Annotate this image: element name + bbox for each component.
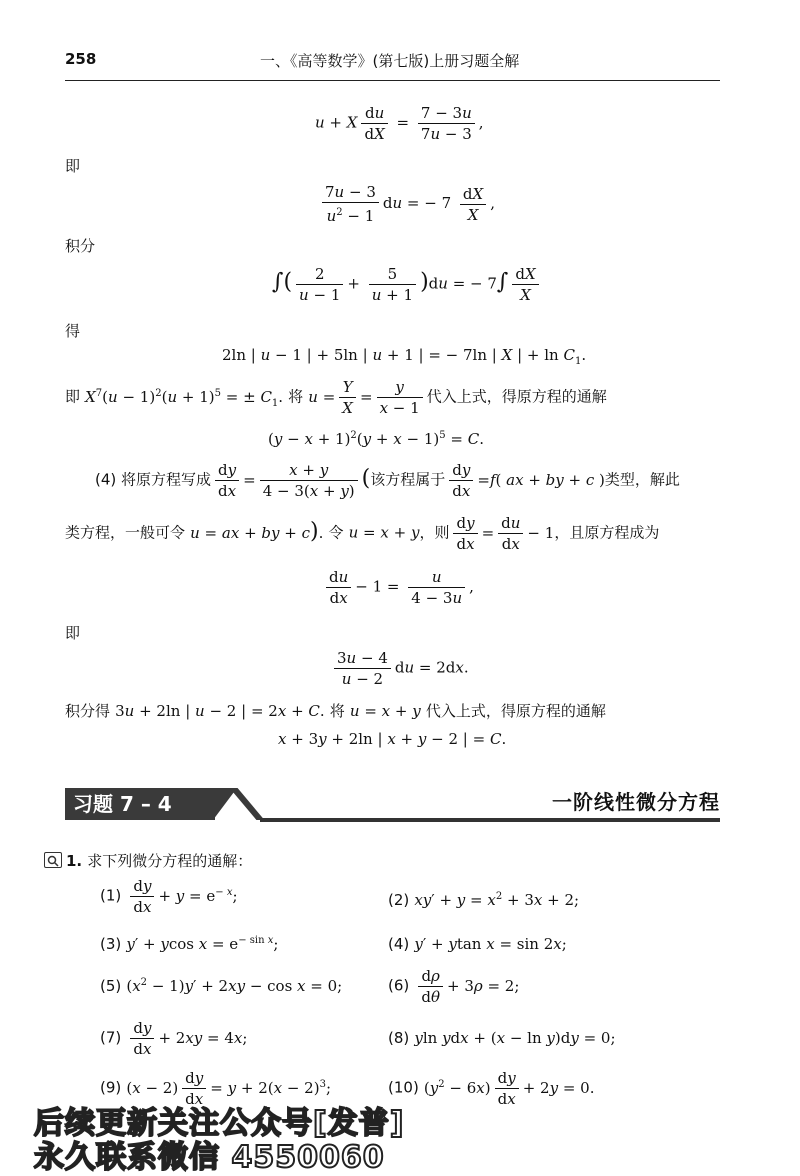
equation-7: $\frac{3u - 4}{u - 2}$ du = 2dx. xyxy=(330,648,469,689)
word-de: 得 xyxy=(65,322,81,340)
section-title: 一阶线性微分方程 xyxy=(552,790,720,814)
equation-6: $\frac{du}{dx}$ − 1 = $\frac{u}{4 - 3u}$ , xyxy=(322,567,474,608)
equation-8: x + 3y + 2ln | x + y − 2 | = C. xyxy=(278,730,507,748)
problem-4-number: (4) xyxy=(388,935,410,953)
word-jiang: 将 xyxy=(288,387,304,406)
word-jifen: 积分 xyxy=(65,237,96,255)
watermark-line-1: 后续更新关注公众号[发普] xyxy=(34,1106,405,1141)
problem-10: (10) $(y^2 - 6x)$ $\frac{dy}{dx}$ + 2y = 0. xyxy=(388,1069,595,1108)
problem-5: (5) $(x^2 - 1)y' + 2xy - \cos x = 0$; xyxy=(100,977,343,995)
word-ji-3: 即 xyxy=(65,624,81,642)
part4-paren: 该方程属于 xyxy=(370,470,446,489)
section-label: 习题 7 – 4 xyxy=(65,788,215,820)
problem-2-number: (2) xyxy=(388,891,410,909)
problem-7-number: (7) xyxy=(100,1028,122,1047)
problem-5-number: (5) xyxy=(100,977,122,995)
equation-2: $\frac{7u - 3}{u^2 - 1}$ du = − 7 $\frac{dX}{X}$ , xyxy=(318,182,495,226)
page-number: 258 xyxy=(65,50,97,68)
part4-line2-c: ，则 xyxy=(419,523,450,542)
problem-4: (4) y′ + ytan x = sin 2x; xyxy=(388,935,567,953)
problem-8-number: (8) xyxy=(388,1029,410,1047)
watermark-line-2: 永久联系微信 4550060 xyxy=(34,1140,385,1175)
exercise-1-heading xyxy=(66,850,252,871)
equation-5: $(y - x + 1)^2(y + x - 1)^5 = C$. xyxy=(268,430,484,448)
line-integral-tail: 代入上式，得原方程的通解 xyxy=(425,702,606,720)
problem-1-number: (1) xyxy=(100,886,122,905)
problem-9-number: (9) xyxy=(100,1078,122,1097)
line-substitution: 即 $X^7(u - 1)^2(u + 1)^5$ = ± $C_1$. 将 u = $\frac{Y}{X}$ = $\frac{y}{x - 1}$ 代入上式，得原方程的通解 xyxy=(65,378,607,417)
running-title: 一、《高等数学》(第七版)上册习题全解 xyxy=(260,52,520,70)
word-ji: 即 xyxy=(65,157,81,175)
problem-8: (8) yln ydx + (x − ln y)dy = 0; xyxy=(388,1029,616,1047)
problem-6: (6) $\frac{d\rho}{d\theta}$ + 3ρ = 2; xyxy=(388,967,520,1006)
banner-underline xyxy=(260,818,720,822)
line-integral: 积分得 3u + 2ln | u − 2 | = 2x + C. 将 u = x + y 代入上式，得原方程的通解 xyxy=(65,702,606,720)
word-jiang-2: 将 xyxy=(329,702,345,720)
exercise-prompt: 求下列微分方程的通解： xyxy=(87,852,253,870)
problem-10-number: (10) xyxy=(388,1078,419,1097)
magnifier-icon xyxy=(44,852,62,868)
problem-7: (7) $\frac{dy}{dx}$ + 2xy = 4x; xyxy=(100,1019,248,1058)
equation-4: 2ln | u − 1 | + 5ln | u + 1 | = − 7ln | X | + $\ln C_1$. xyxy=(222,346,587,367)
part4-line2-d: ，且原方程成为 xyxy=(554,523,660,542)
problem-6-number: (6) xyxy=(388,976,410,995)
part4-line2-b: 令 xyxy=(328,523,344,542)
section-banner xyxy=(65,786,720,822)
exercise-number: 1. xyxy=(66,852,83,870)
part4-line1: (4) 将原方程写成 $\frac{dy}{dx}$ = $\frac{x + y}{4 - 3(x + y)}$ (该方程属于 $\frac{dy}{dx}$ =f( ax + by + c )类型，解此 xyxy=(95,461,680,500)
word-jifen-de: 积分得 xyxy=(65,702,111,720)
header-rule xyxy=(65,80,720,81)
part4-line2-a: 类方程，一般可令 xyxy=(65,523,186,542)
problem-9: (9) (x − 2) $\frac{dy}{dx}$ = $y + 2(x - 2)^3$; xyxy=(100,1069,331,1108)
equation-3: ∫( $\frac{2}{u - 1}$ + $\frac{5}{u + 1}$ )du = − 7∫ $\frac{dX}{X}$ xyxy=(272,264,543,305)
problem-1: (1) $\frac{dy}{dx}$ + y = e− $^x$; xyxy=(100,877,238,916)
problem-3-number: (3) xyxy=(100,935,122,953)
problem-2: (2) $xy' + y = x^2 + 3x + 2$; xyxy=(388,891,580,909)
word-ji-2: 即 xyxy=(65,387,81,406)
part4-type: 类型，解此 xyxy=(604,470,680,489)
problem-3: (3) y′ + ycos $x = e^{- sin}$ $^x$; xyxy=(100,935,279,953)
line-tail: 代入上式，得原方程的通解 xyxy=(426,387,607,406)
equation-1: u + X $\frac{du}{dX}$ = $\frac{7 - 3u}{7u - 3}$ , xyxy=(315,104,484,143)
part4-lead: (4) 将原方程写成 xyxy=(95,470,212,489)
part4-line2: 类方程，一般可令 u = ax + by + c). 令 u = x + y，则 $\frac{dy}{dx}$ = $\frac{du}{dx}$ − 1，且原方程成为 xyxy=(65,514,660,553)
